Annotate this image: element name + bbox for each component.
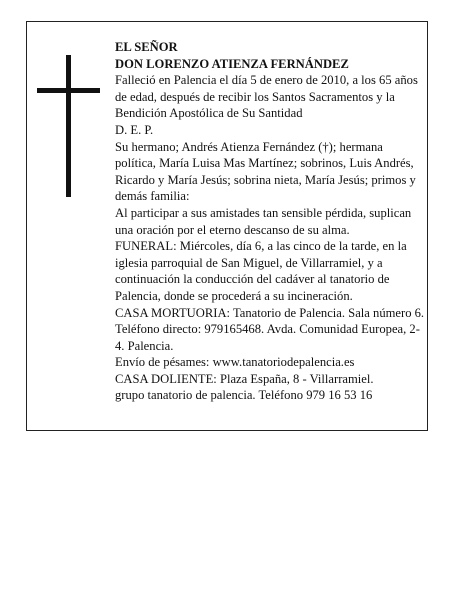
mortuary-details: CASA MORTUORIA: Tanatorio de Palencia. Sala número 6. Teléfono directo: 979165468. Avda. Comunidad Europea, 2-4. Palencia. (115, 305, 425, 353)
obituary-notice (26, 21, 428, 431)
obituary-heading: EL SEÑOR (115, 40, 178, 54)
condolences-website: Envío de pésames: www.tanatoriodepalencia.es (115, 355, 355, 370)
family-home-address: CASA DOLIENTE: Plaza España, 8 - Villarramiel. (115, 371, 374, 386)
cross-horizontal-bar (37, 88, 100, 93)
obituary-text (115, 39, 425, 404)
funeral-details: FUNERAL: Miércoles, día 6, a las cinco de la tarde, en la iglesia parroquial de San Miguel, de Villarramiel, y a continuación la conducción del cadáver al tanatorio de Palencia, donde se procederá a su incineración. (115, 239, 407, 303)
family-list: Su hermano; Andrés Atienza Fernández (†); hermana política, María Luisa Mas Martínez; sobrinos, Luis Andrés, Ricardo y María Jesús; sobrina nieta, María Jesús; primos y demás familia: (115, 139, 416, 204)
funeral-company-contact: grupo tanatorio de palencia. Teléfono 979 16 53 16 (115, 388, 373, 403)
death-details: Falleció en Palencia el día 5 de enero de 2010, a los 65 años de edad, después de recibir los Santos Sacramentos y la Bendición Apostólica de Su Santidad (115, 73, 418, 121)
cross-vertical-bar (66, 55, 71, 197)
rip-line: D. E. P. (115, 122, 154, 137)
prayer-request: Al participar a sus amistades tan sensible pérdida, suplican una oración por el eterno descanso de su alma. (115, 205, 412, 237)
deceased-name: DON LORENZO ATIENZA FERNÁNDEZ (115, 56, 349, 71)
